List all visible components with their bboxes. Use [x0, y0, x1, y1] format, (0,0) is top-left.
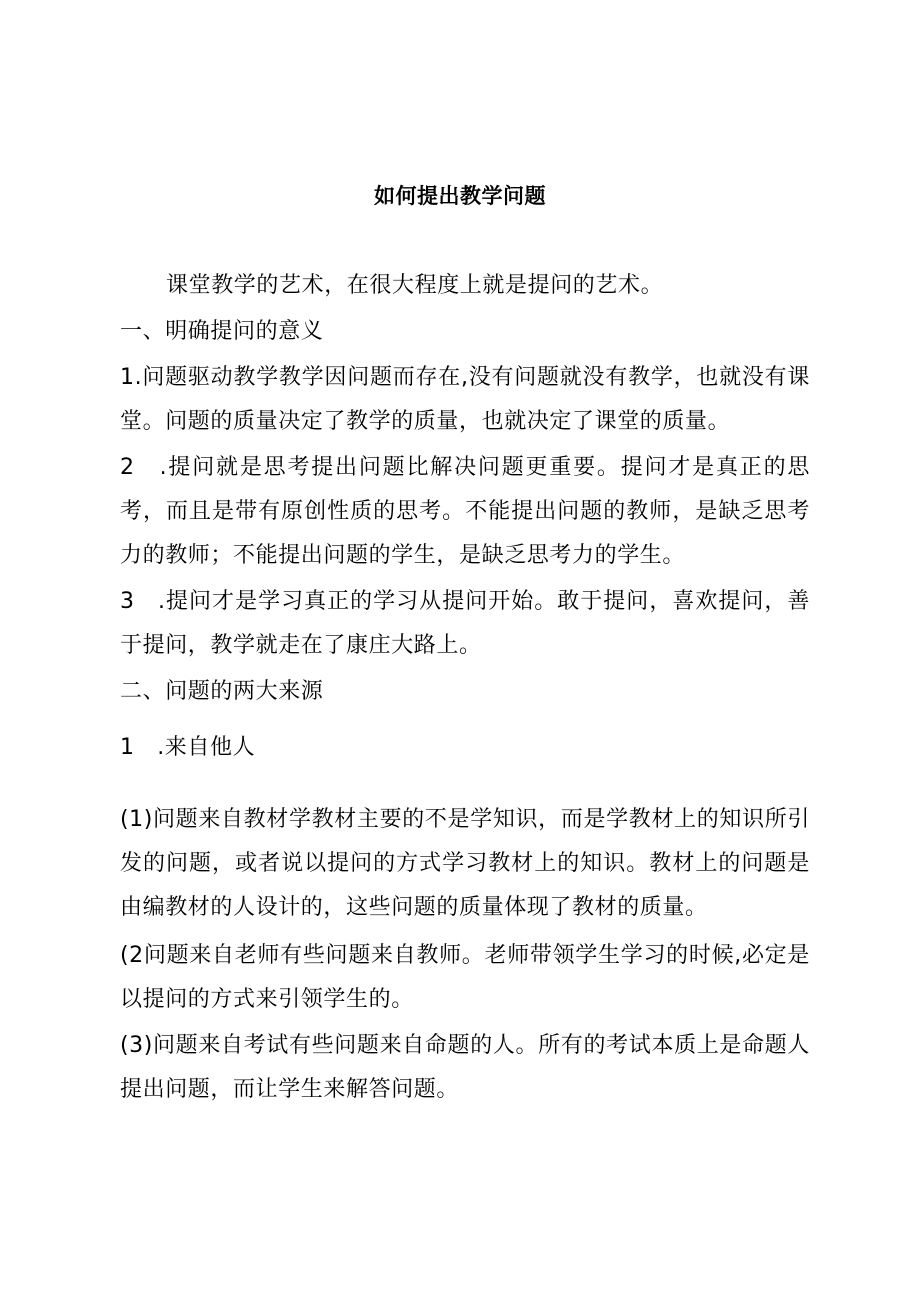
- section-2-item-1: (1)问题来自教材学教材主要的不是学知识，而是学教材上的知识所引发的问题，或者说以提问的方式学习教材上的知识。教材上的问题是由编教材的人设计的，这些问题的质量体现了教材的质量。: [120, 807, 810, 920]
- section-2-heading: 二、问题的两大来源: [120, 679, 324, 704]
- section-2-subheading: 1 .来自他人: [120, 735, 256, 760]
- section-2-item-3: (3)问题来自考试有些问题来自命题的人。所有的考试本质上是命题人提出问题，而让学生来解答问题。: [120, 1033, 810, 1102]
- section-1-item-3: 3 .提问才是学习真正的学习从提问开始。敢于提问，喜欢提问，善于提问，教学就走在了康庄大路上。: [120, 589, 810, 658]
- section-1-item-1: 1.问题驱动教学教学因问题而存在,没有问题就没有教学，也就没有课堂。问题的质量决定了教学的质量，也就决定了课堂的质量。: [120, 365, 810, 434]
- section-2-item-2: (2问题来自老师有些问题来自教师。老师带领学生学习的时候,必定是以提问的方式来引领学生的。: [120, 943, 810, 1012]
- section-1-heading: 一、明确提问的意义: [120, 319, 324, 344]
- document-title: 如何提出教学问题: [374, 184, 546, 208]
- section-1-item-2: 2 .提问就是思考提出问题比解决问题更重要。提问才是真正的思考，而且是带有原创性质的思考。不能提出问题的教师，是缺乏思考力的教师；不能提出问题的学生，是缺乏思考力的学生。: [120, 455, 810, 568]
- intro-paragraph: 课堂教学的艺术，在很大程度上就是提问的艺术。: [166, 273, 664, 298]
